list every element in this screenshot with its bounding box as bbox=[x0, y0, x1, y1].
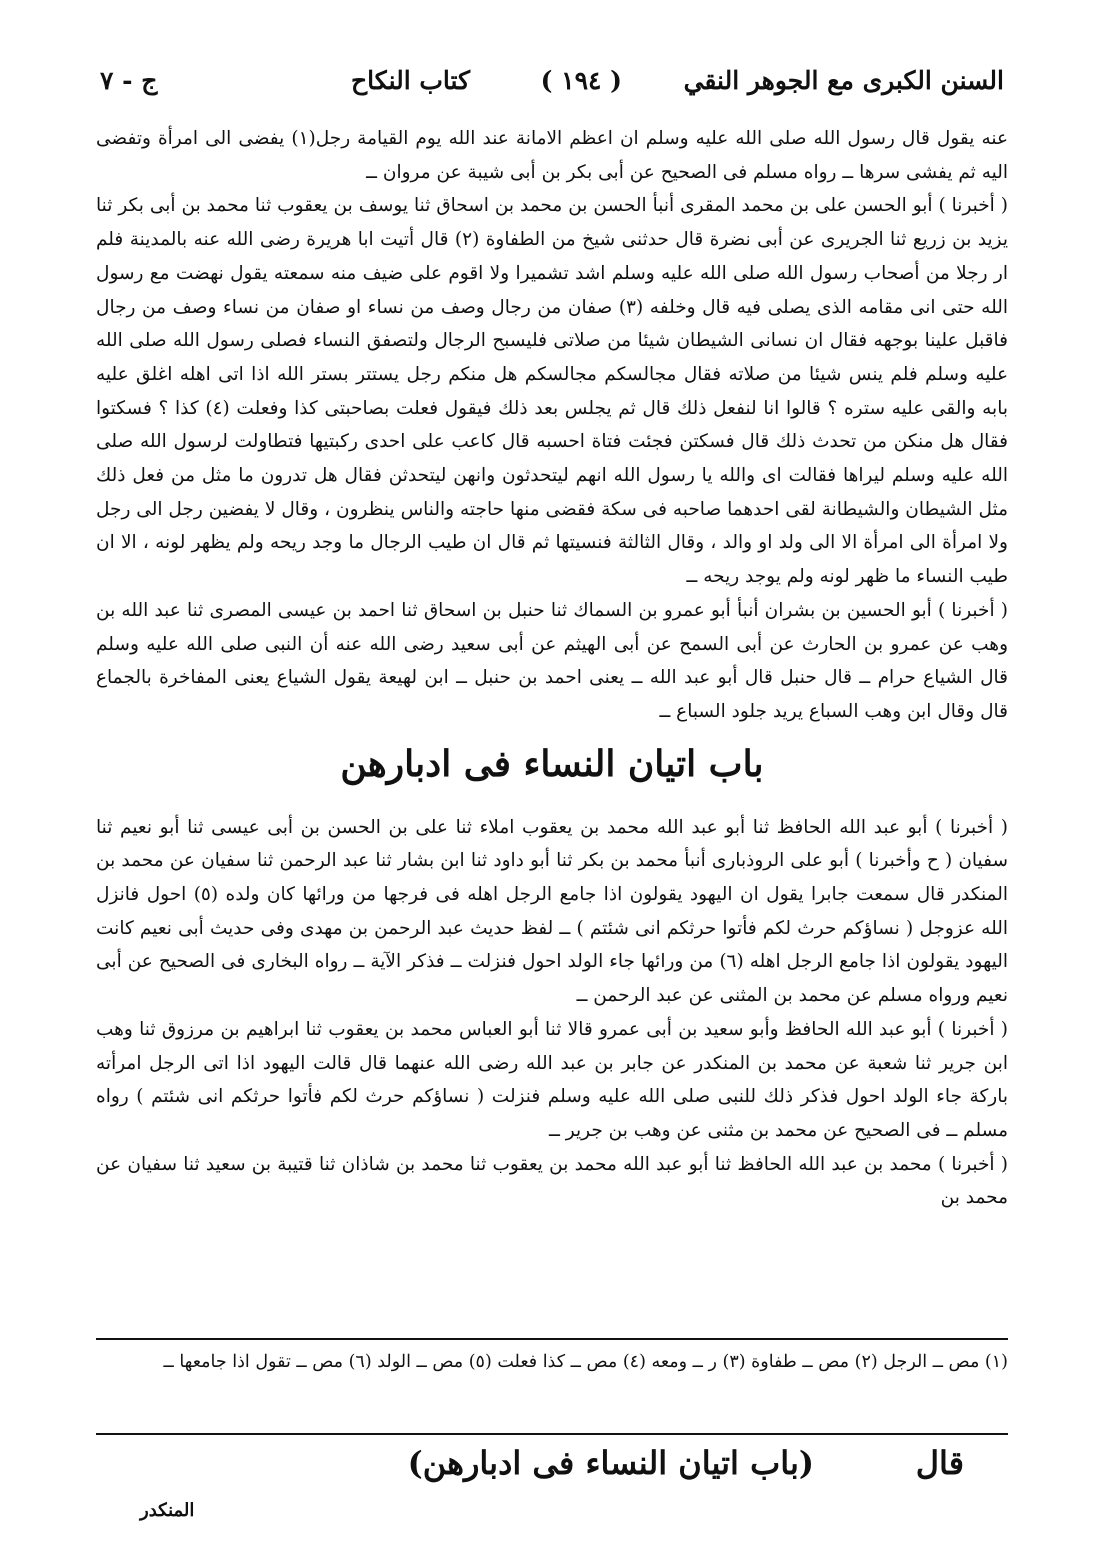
running-title: السنن الكبرى مع الجوهر النقي bbox=[683, 66, 1004, 95]
volume-number: ج - ٧ bbox=[100, 66, 158, 95]
catchword-right: قال bbox=[915, 1444, 964, 1482]
catchword-heading: (باب اتيان النساء فى ادبارهن) bbox=[407, 1444, 814, 1482]
paragraph: عنه يقول قال رسول الله صلى الله عليه وسلم ان اعظم الامانة عند الله يوم القيامة رجل(١) يفضى الى امرأة وتفضى اليه ثم يفشى سرها ــ رواه مسلم فى الصحيح عن أبى بكر بن أبى شيبة عن مروان ــ bbox=[96, 128, 1008, 183]
paragraph: ( أخبرنا ) أبو عبد الله الحافظ وأبو سعيد بن أبى عمرو قالا ثنا أبو العباس محمد بن يعقوب ثنا ابراهيم بن مرزوق ثنا وهب ابن جرير ثنا شعبة عن محمد بن المنكدر عن جابر بن عبد الله رضى الله عنهما قال قالت اليهود اذا اتى الرجل امرأته باركة جاء الولد احول فذكر ذلك للنبى صلى الله عليه وسلم فنزلت ( نساؤكم حرث لكم فأتوا حرثكم انى شئتم ) رواه مسلم ــ فى الصحيح عن محمد بن مثنى عن وهب بن جرير ــ bbox=[96, 1018, 1008, 1141]
footnotes: (١) مص ــ الرجل (٢) مص ــ طفاوة (٣) ر ــ ومعه (٤) مص ــ كذا فعلت (٥) مص ــ الولد (٦) مص ــ تقول اذا جامعها ــ bbox=[163, 1352, 1008, 1372]
section-title: كتاب النكاح bbox=[351, 66, 470, 95]
page-header bbox=[100, 66, 1004, 112]
catchword-bottom: المنكدر bbox=[140, 1500, 195, 1521]
paragraph: ( أخبرنا ) أبو الحسن على بن محمد المقرى أنبأ الحسن بن محمد بن اسحاق ثنا يوسف بن يعقوب ثنا محمد بن أبى بكر ثنا يزيد بن زريع ثنا الجريرى عن أبى نضرة قال حدثنى شيخ من الطفاوة (٢) قال أتيت ابا هريرة رضى الله عنه بالمدينة فلم ار رجلا من أصحاب رسول الله صلى الله عليه وسلم اشد تشميرا ولا اقوم على ضيف منه سمعته يقول نهضت مع رسول الله حتى انى مقامه الذى يصلى فيه قال وخلفه (٣) صفان من رجال وصف من نساء او صفان من نساء وصف من رجال فاقبل علينا بوجهه فقال ان نسانى الشيطان شيئا من صلاتى فليسبح الرجال ولتصفق النساء فصلى رسول الله صلى الله عليه وسلم فلم ينس شيئا من صلاته فقال مجالسكم مجالسكم هل منكم رجل يستتر بستر الله اذا اتى اهله اغلق عليه بابه والقى عليه ستره ؟ قالوا انا لنفعل ذلك قال ثم يجلس بعد ذلك فيقول فعلت بصاحبتى كذا وفعلت (٤) كذا ؟ فسكتوا فقال هل منكن من تحدث ذلك قال فسكتن فجئت فتاة احسبه قال كاعب على احدى ركبتيها فتطاولت لرسول الله صلى الله عليه وسلم ليراها فقالت اى والله يا رسول الله انهم ليتحدثون وانهن ليتحدثن فقال هل تدرون ما مثل من فعل ذلك مثل الشيطان والشيطانة لقى احدهما صاحبه فى سكة فقضى منها حاجته والناس ينظرون ، وقال لا يفضين رجل الى رجل ولا امرأة الى امرأة الا الى ولد او والد ، وقال الثالثة فنسيتها ثم قال ان طيب الرجال ما وجد ريحه ولم يظهر لونه ، الا ان طيب النساء ما ظهر لونه ولم يوجد ريحه ــ bbox=[96, 195, 1008, 588]
catchwords-line bbox=[300, 1444, 964, 1494]
footnote-divider bbox=[96, 1338, 1008, 1340]
main-text bbox=[96, 122, 1008, 1215]
page-number: ( ١٩٤ ) bbox=[540, 66, 622, 95]
bottom-divider bbox=[96, 1433, 1008, 1435]
paragraph: ( أخبرنا ) أبو الحسين بن بشران أنبأ أبو عمرو بن السماك ثنا حنبل بن اسحاق ثنا احمد بن عيسى المصرى ثنا عبد الله بن وهب عن عمرو بن الحارث عن أبى السمح عن أبى الهيثم عن أبى سعيد رضى الله عنه أن النبى صلى الله عليه وسلم قال الشياع حرام ــ قال حنبل قال أبو عبد الله ــ يعنى احمد بن حنبل ــ ابن لهيعة يقول الشياع يعنى المفاخرة بالجماع قال وقال ابن وهب السباع يريد جلود السباع ــ bbox=[96, 599, 1008, 722]
paragraph: ( أخبرنا ) أبو عبد الله الحافظ ثنا أبو عبد الله محمد بن يعقوب املاء ثنا على بن الحسن بن أبى عيسى ثنا أبو نعيم ثنا سفيان ( ح وأخبرنا ) أبو على الروذبارى أنبأ محمد بن بكر ثنا أبو داود ثنا ابن بشار ثنا عبد الرحمن ثنا سفيان عن محمد بن المنكدر قال سمعت جابرا يقول ان اليهود يقولون اذا جامع الرجل اهله فى فرجها من ورائها كان ولده (٥) احول فانزل الله عزوجل ( نساؤكم حرث لكم فأتوا حرثكم انى شئتم ) ــ لفظ حديث عبد الرحمن بن مهدى وفى حديث أبى نعيم كانت اليهود يقولون اذا جامع الرجل اهله (٦) من ورائها جاء الولد احول فنزلت ــ فذكر الآية ــ رواه البخارى فى الصحيح عن أبى نعيم ورواه مسلم عن محمد بن المثنى عن عبد الرحمن ــ bbox=[96, 816, 1009, 1007]
chapter-heading: باب اتيان النساء فى ادبارهن bbox=[340, 742, 764, 785]
paragraph: ( أخبرنا ) محمد بن عبد الله الحافظ ثنا أبو عبد الله محمد بن يعقوب ثنا محمد بن شاذان ثنا قتيبة بن سعيد ثنا سفيان عن محمد بن bbox=[96, 1153, 1008, 1209]
